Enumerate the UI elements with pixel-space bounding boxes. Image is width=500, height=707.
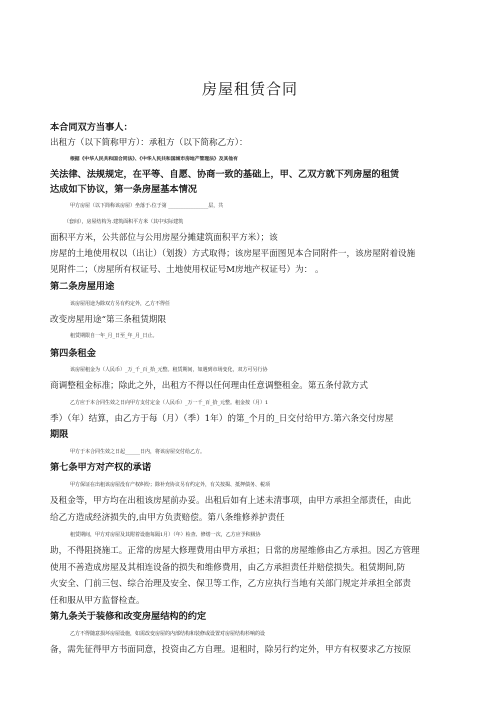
- text-line: 使用不善造成房屋及其相连设备的损失和维修费用，由乙方承担责任并赔偿损失。租赁期间,防: [50, 563, 406, 573]
- section-heading: 第七条甲方对产权的承诺: [50, 462, 152, 473]
- text-line: 该房屋租金为（人民币）_万_千_百_拾_元整。租赁期间，如遇到市场变化，双方可另行协: [70, 367, 268, 373]
- text-line: 见附件二；（房屋所有权证号、土地使用权证号M房地产权证号）为： 。: [50, 265, 324, 275]
- text-line: 及租金等，甲方均在出租该房屋前办妥。出租后如有上述未清事项，由甲方承担全部责任，由此: [50, 496, 411, 506]
- parties-heading: 本合同双方当事人：: [50, 122, 133, 133]
- text-line: 甲方于本合同生效之日起______日内，将该房屋交付给乙方。: [70, 449, 206, 455]
- text-line: 租赁期限自一年_月_日至_年_月_日止。: [70, 333, 158, 339]
- section-heading: 第二条房屋用途: [50, 281, 115, 292]
- text-line: 任和服从甲方监督检查。: [50, 596, 145, 606]
- text-line: （套间），房屋结构为.建筑面积平方米（其中实际建筑: [64, 219, 184, 225]
- text-line: 面积平方米，公共部位与公用房屋分摊建筑面积平方米）；该: [50, 233, 278, 243]
- text-line: 备，需先征得甲方书面同意，投资由乙方自理。退租时，除另行约定外，甲方有权要求乙方按原: [50, 645, 411, 655]
- text-line: 甲方保证在出租该房屋没有产权纠纷；除补充协议另有约定外，有关按揭、抵押债务、税项: [70, 482, 271, 488]
- text-line: 助，不得阻挠施工。正常的房屋大修理费用由甲方承担；日常的房屋维修由乙方承担。因乙方管理: [50, 546, 420, 556]
- preamble-line: 根据《中华人民共和国合同法》、《中华人民共和国城市房地产管理法》及其他有: [70, 157, 238, 162]
- text-line: 房屋的土地使用权以（出让）（划拨）方式取得；该房屋平面图见本合同附件一，该房屋附着设施: [50, 249, 416, 259]
- text-line: 甲方房屋（以下简称该房屋）坐落于:位于第 ________________层，共: [70, 203, 224, 209]
- text-line: 火安全、门前三包、综合治理及安全、保卫等工作，乙方应执行当地有关部门规定并承担全部责: [50, 579, 411, 589]
- text-line: 乙方应于本合同生效之日向甲方支付定金（人民币）_万一千_百_拾_元整。租金按（月）1: [70, 400, 269, 406]
- preamble-line: 关法律、法规规定，在平等、自愿、协商一致的基础上，甲、乙双方就下列房屋的租赁: [50, 169, 400, 180]
- preamble-line: 达成如下协议，第一条房屋基本情况: [50, 184, 197, 195]
- text-line: 改变房屋用途“第三条租赁期限: [50, 315, 167, 325]
- section-heading: 第四条租金: [50, 348, 96, 359]
- text-line: 该房屋用途为除双方另有约定外，乙方不得任: [70, 301, 171, 307]
- section-heading: 期限: [50, 429, 69, 440]
- text-line: 租赁期间，甲方对房屋及其附着设施每隔1月）（年）检查、修缮一次，乙方应予积极协: [70, 532, 261, 538]
- text-line: 乙方不得随意损坏房屋设施，如需改变房屋的内部结构和装修或设置对房屋结构杉响的设: [70, 631, 266, 637]
- text-line: 商调整租金标准；除此之外，出租方不得以任何理由任意调整租金。第五条付款方式: [50, 381, 368, 391]
- document-title: 房屋租赁合同: [201, 80, 298, 98]
- text-line: 季）（年）结算，由乙方于每（月）（季）1年）的第_个月的_日交付给甲方.第六条交付房屋: [50, 414, 394, 424]
- section-heading: 第九条关于装修和改变房屋结构的约定: [50, 611, 207, 622]
- text-line: 出租方（以下简称甲方）：承租方（以下简称乙方）：: [50, 138, 248, 148]
- text-line: 给乙方造成经济损失的,由甲方负责赔偿。第八条维修养护责任: [50, 513, 285, 523]
